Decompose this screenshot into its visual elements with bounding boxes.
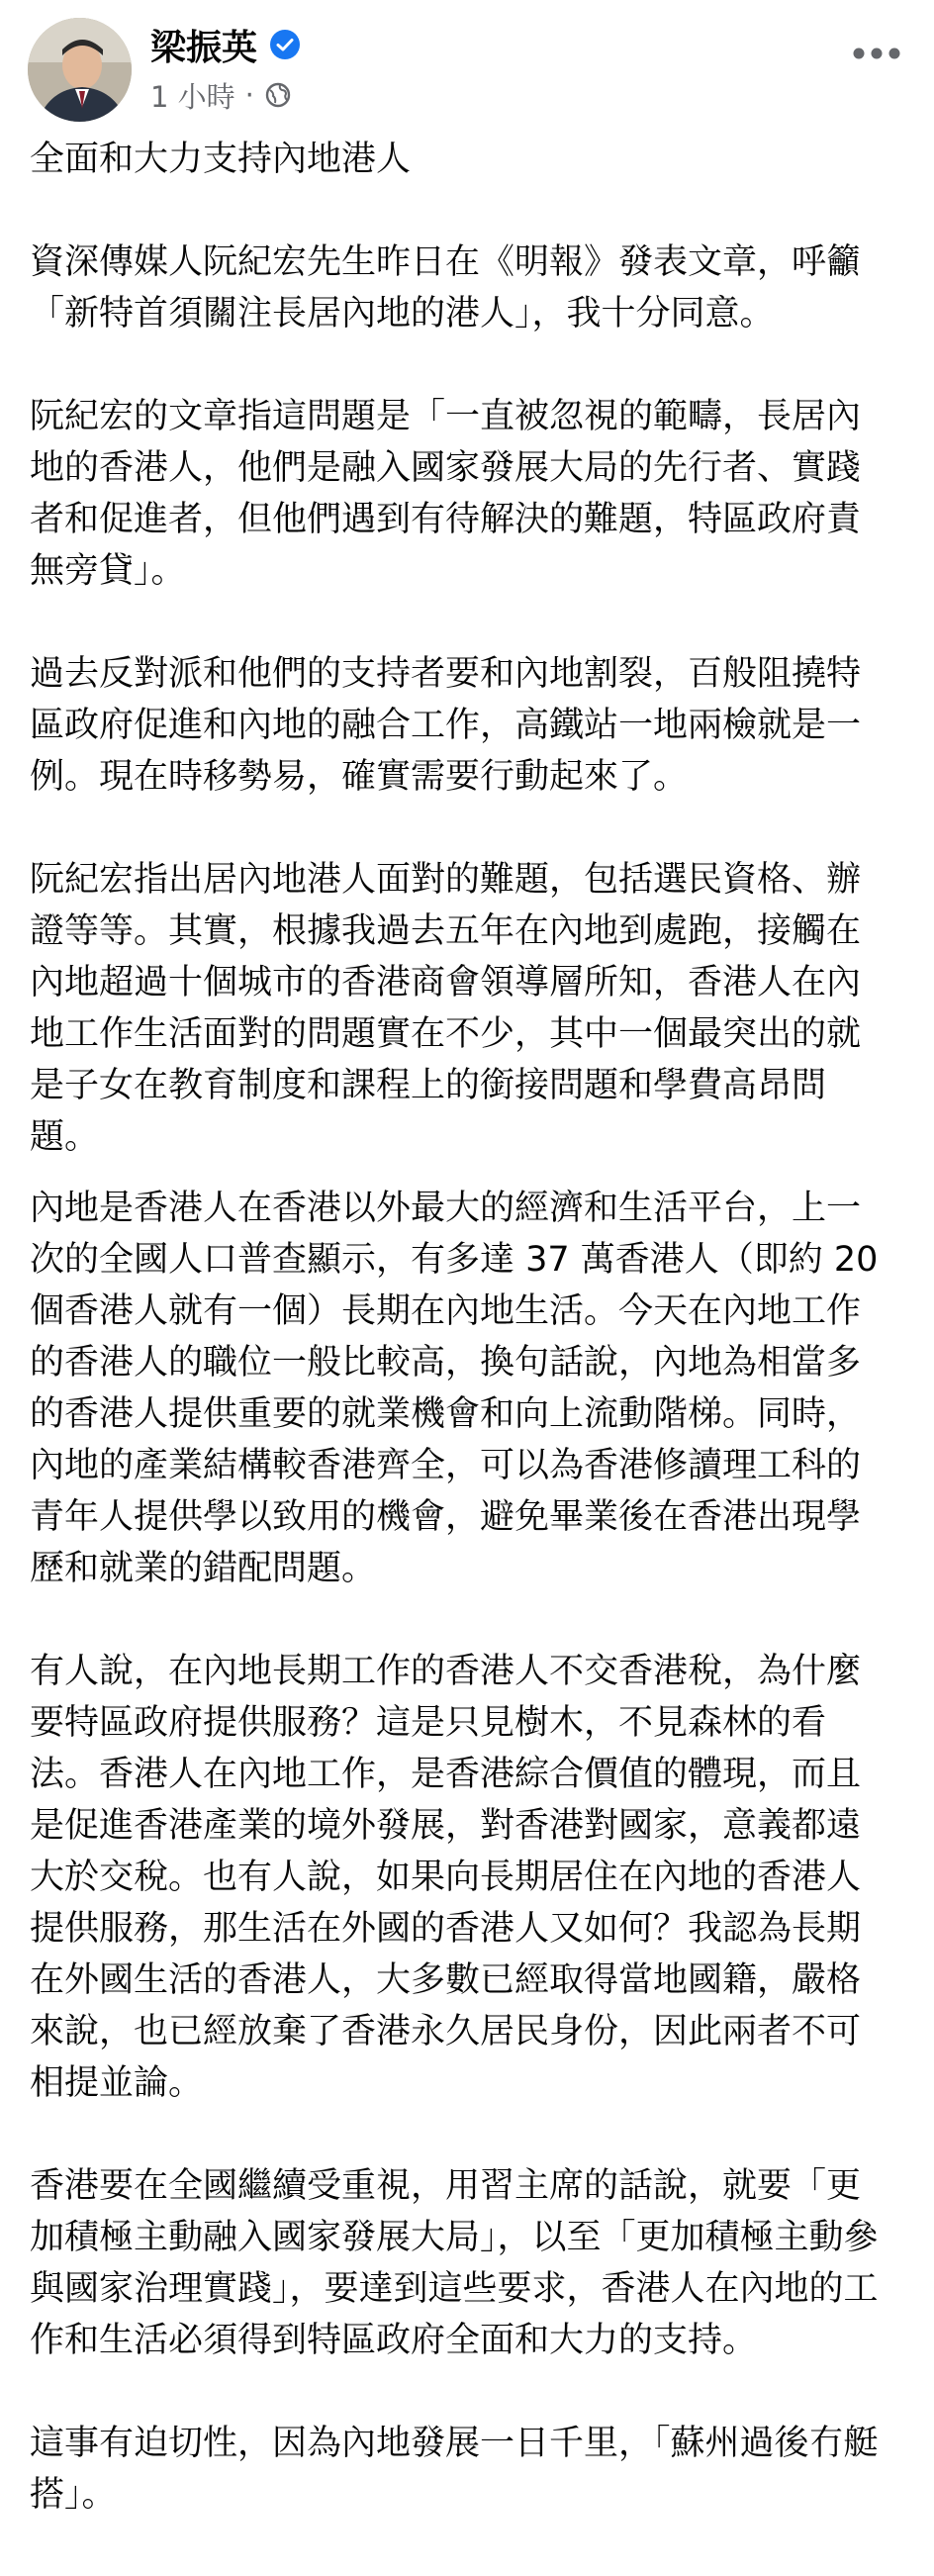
post-paragraph: 阮紀宏指出居內地港人面對的難題，包括選民資格、辦證等等。其實，根據我過去五年在內地到處跑，接觸在內地超過十個城市的香港商會領導層所知，香港人在內地工作生活面對的問題實在不少，其中一個最突出的就是子女在教育制度和課程上的銜接問題和學費高昂問題。 [30,860,862,1157]
author-line [150,22,301,67]
post-paragraph: 資深傳媒人阮紀宏先生昨日在《明報》發表文章，呼籲「新特首須關注長居內地的港人」，我十分同意。 [30,242,862,334]
verified-badge-icon [269,29,301,60]
post-meta [150,77,292,113]
meta-separator: · [244,78,254,112]
author-avatar[interactable] [28,18,132,122]
post-paragraph: 內地是香港人在香港以外最大的經濟和生活平台，上一次的全國人口普查顯示，有多達 37 萬香港人（即約 20 個香港人就有一個）長期在內地生活。今天在內地工作的香港人的職位一般比較高，換句話說，內地為相當多的香港人提供重要的就業機會和向上流動階梯。同時，內地的產業結構較香港齊全，可以為香港修讀理工科的青年人提供學以致用的機會，避免畢業後在香港出現學歷和就業的錯配問題。 [30,1189,879,1588]
post-title: 全面和大力支持內地港人 [30,140,412,179]
post-content [30,134,890,2572]
post-header [0,0,934,129]
post-paragraph: 有人說，在內地長期工作的香港人不交香港稅，為什麼要特區政府提供服務？這是只見樹木，不見森林的看法。香港人在內地工作，是香港綜合價值的體現，而且是促進香港產業的境外發展，對香港對國家，意義都遠大於交稅。也有人說，如果向長期居住在內地的香港人提供服務，那生活在外國的香港人又如何？我認為長期在外國生活的香港人，大多數已經取得當地國籍，嚴格來說，也已經放棄了香港永久居民身份，因此兩者不可相提並論。 [30,1652,862,2103]
post-paragraph: 阮紀宏的文章指這問題是「一直被忽視的範疇，長居內地的香港人，他們是融入國家發展大局的先行者、實踐者和促進者，但他們遇到有待解決的難題，特區政府責無旁貸」。 [30,397,862,591]
globe-icon [264,81,292,109]
post-timestamp[interactable]: 1 小時 [150,79,235,114]
more-options-icon[interactable] [847,34,906,73]
post-paragraph: 過去反對派和他們的支持者要和內地割裂，百般阻撓特區政府促進和內地的融合工作，高鐵站一地兩檢就是一例。現在時移勢易，確實需要行動起來了。 [30,654,862,797]
post-paragraph: 這事有迫切性，因為內地發展一日千里，「蘇州過後冇艇搭」。 [30,2424,879,2515]
post-paragraph: 香港要在全國繼續受重視，用習主席的話說，就要「更加積極主動融入國家發展大局」，以至「更加積極主動參與國家治理實踐」，要達到這些要求，香港人在內地的工作和生活必須得到特區政府全面和大力的支持。 [30,2166,879,2360]
author-name[interactable]: 梁振英 [150,27,258,68]
